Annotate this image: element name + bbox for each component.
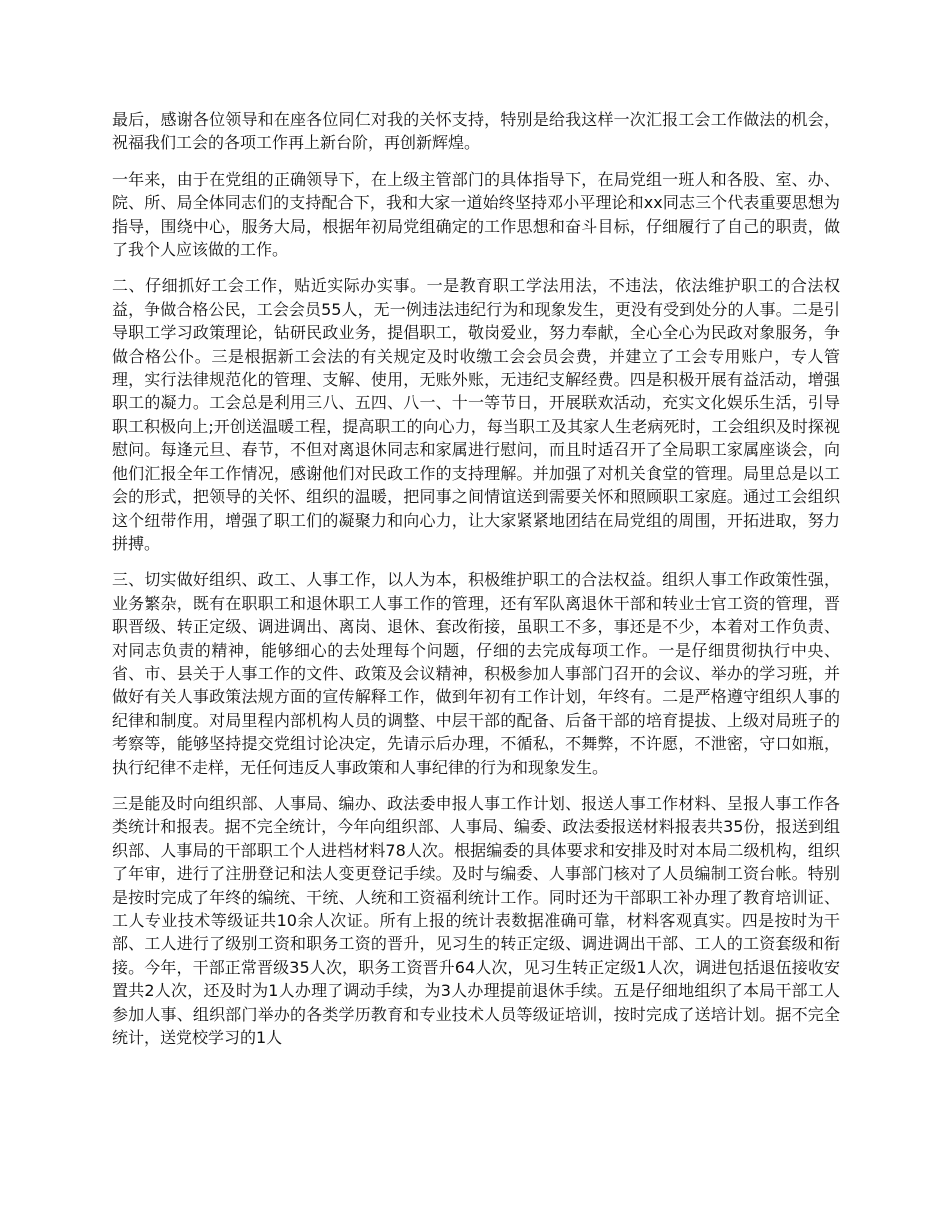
paragraph-closing-thanks: 最后，感谢各位领导和在座各位同仁对我的关怀支持，特别是给我这样一次汇报工会工作做法的机会，祝福我们工会的各项工作再上新台阶，再创新辉煌。 [112, 110, 840, 153]
paragraph-reporting-work: 三是能及时向组织部、人事局、编办、政法委申报人事工作计划、报送人事工作材料、呈报人事工作各类统计和报表。据不完全统计，今年向组织部、人事局、编委、政法委报送材料报表共35份，报送到组织部、人事局的干部职工个人进档材料78人次。根据编委的具体要求和安排及时对本局二级机构，组织了年审，进行了注册登记和法人变更登记手续。及时与编委、人事部门核对了人员编制工资台帐。特别是按时完成了年终的编统、干统、人统和工资福利统计工作。同时还为干部职工补办理了教育培训证、工人专业技术等级证共10余人次证。所有上报的统计表数据准确可靠，材料客观真实。四是按时为干部、工人进行了级别工资和职务工资的晋升，见习生的转正定级、调进调出干部、工人的工资套级和衔接。今年，干部正常晋级35人次，职务工资晋升64人次，见习生转正定级1人次，调进包括退伍接收安置共2人次，还及时为1人办理了调动手续，为3人办理提前退休手续。五是仔细地组织了本局干部工人参加人事、组织部门举办的各类学历教育和专业技术人员等级证培训，按时完成了送培计划。据不完全统计，送党校学习的1人 [112, 793, 840, 1048]
paragraph-personnel-work: 三、切实做好组织、政工、人事工作，以人为本，积极维护职工的合法权益。组织人事工作政策性强，业务繁杂，既有在职职工和退休职工人事工作的管理，还有军队离退休干部和转业士官工资的管理，晋职晋级、转正定级、调进调出、离岗、退休、套改衔接，虽职工不多，事还是不少，本着对工作负责、对同志负责的精神，能够细心的去处理每个问题，仔细的去完成每项工作。一是仔细贯彻执行中央、省、市、县关于人事工作的文件、政策及会议精神，积极参加人事部门召开的会议、举办的学习班，并做好有关人事政策法规方面的宣传解释工作，做到年初有工作计划，年终有。二是严格遵守组织人事的纪律和制度。对局里程内部机构人员的调整、中层干部的配备、后备干部的培育提拔、上级对局班子的考察等，能够坚持提交党组讨论决定，先请示后办理，不循私，不舞弊，不许愿，不泄密，守口如瓶，执行纪律不走样，无任何违反人事政策和人事纪律的行为和现象发生。 [112, 570, 840, 777]
paragraph-year-overview: 一年来，由于在党组的正确领导下，在上级主管部门的具体指导下，在局党组一班人和各股、室、办、院、所、局全体同志们的支持配合下，我和大家一道始终坚持邓小平理论和xx同志三个代表重要思想为指导，围绕中心，服务大局，根据年初局党组确定的工作思想和奋斗目标，仔细履行了自己的职责，做了我个人应该做的工作。 [112, 169, 840, 260]
paragraph-union-work: 二、仔细抓好工会工作，贴近实际办实事。一是教育职工学法用法，不违法，依法维护职工的合法权益，争做合格公民，工会会员55人，无一例违法违纪行为和现象发生，更没有受到处分的人事。二是引导职工学习政策理论，钻研民政业务，提倡职工，敬岗爱业，努力奉献，全心全心为民政对象服务，争做合格公仆。三是根据新工会法的有关规定及时收缴工会会员会费，并建立了工会专用账户，专人管理，实行法律规范化的管理、支解、使用，无账外账，无违纪支解经费。四是积极开展有益活动，增强职工的凝力。工会总是利用三八、五四、八一、十一等节日，开展联欢活动，充实文化娱乐生活，引导职工积极向上;开创送温暖工程，提高职工的向心力，每当职工及其家人生老病死时，工会组织及时探视慰问。每逢元旦、春节，不但对离退休同志和家属进行慰问，而且时适召开了全局职工家属座谈会，向他们汇报全年工作情况，感谢他们对民政工作的支持理解。并加强了对机关食堂的管理。局里总是以工会的形式，把领导的关怀、组织的温暖，把同事之间情谊送到需要关怀和照顾职工家庭。通过工会组织这个纽带作用，增强了职工们的凝聚力和向心力，让大家紧紧地团结在局党组的周围，开拓进取，努力拼搏。 [112, 276, 840, 553]
document-body [112, 108, 840, 1062]
